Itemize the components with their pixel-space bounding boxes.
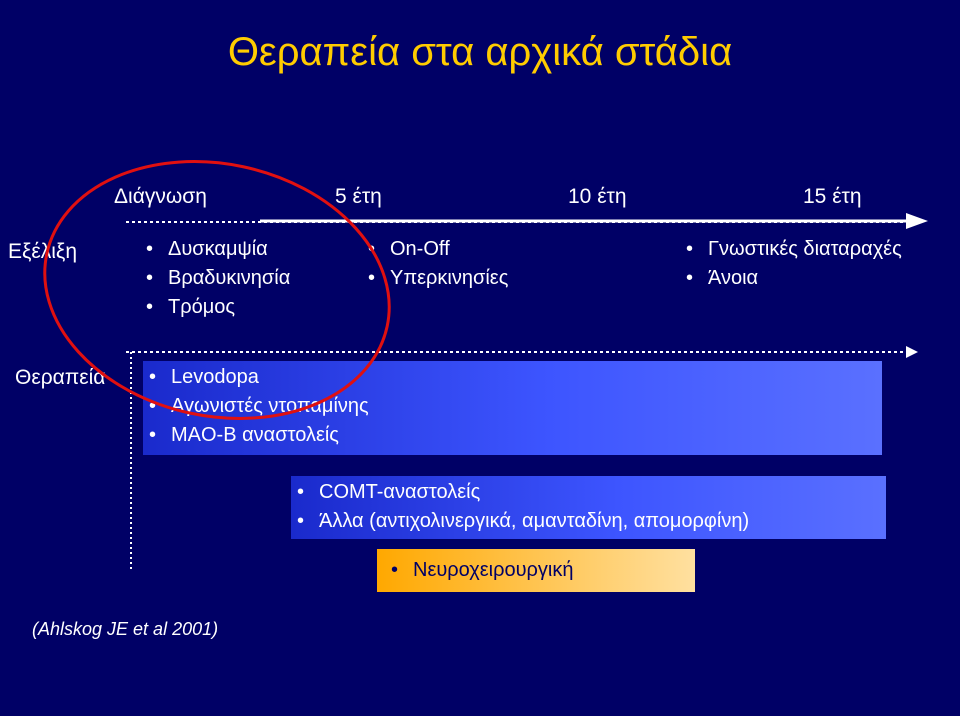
slide-title: Θεραπεία στα αρχικά στάδια [227,30,733,74]
list-item: • Τρόμος [146,296,236,318]
citation: (Ahlskog JE et al 2001) [32,619,219,639]
list-item: • Γνωστικές διαταραχές [686,238,902,260]
list-item: • Αγωνιστές ντοπαμίνης [149,395,369,417]
list-item: • On-Off [368,238,450,260]
list-item: • Levodopa [149,366,259,388]
row-label-treatment: Θεραπεία [15,366,106,389]
bottom-band [0,655,960,716]
list-item: • Υπερκινησίες [368,267,509,289]
timeline-label-10-years: 10 έτη [568,185,627,208]
timeline-label-15-years: 15 έτη [803,185,862,208]
list-item: • Νευροχειρουργική [391,559,574,581]
list-item: • Βραδυκινησία [146,267,291,289]
list-item: • Άνοια [686,267,759,289]
timeline-label-5-years: 5 έτη [335,185,382,208]
list-item: • Δυσκαμψία [146,238,268,260]
list-item: • COMT-αναστολείς [297,481,481,503]
row-label-progression: Εξέλιξη [8,240,78,263]
list-item: • Άλλα (αντιχολινεργικά, αμανταδίνη, απομορφίνη) [297,510,750,532]
list-item: • MAO-B αναστολείς [149,424,339,446]
timeline-label-diagnosis: Διάγνωση [114,185,207,208]
